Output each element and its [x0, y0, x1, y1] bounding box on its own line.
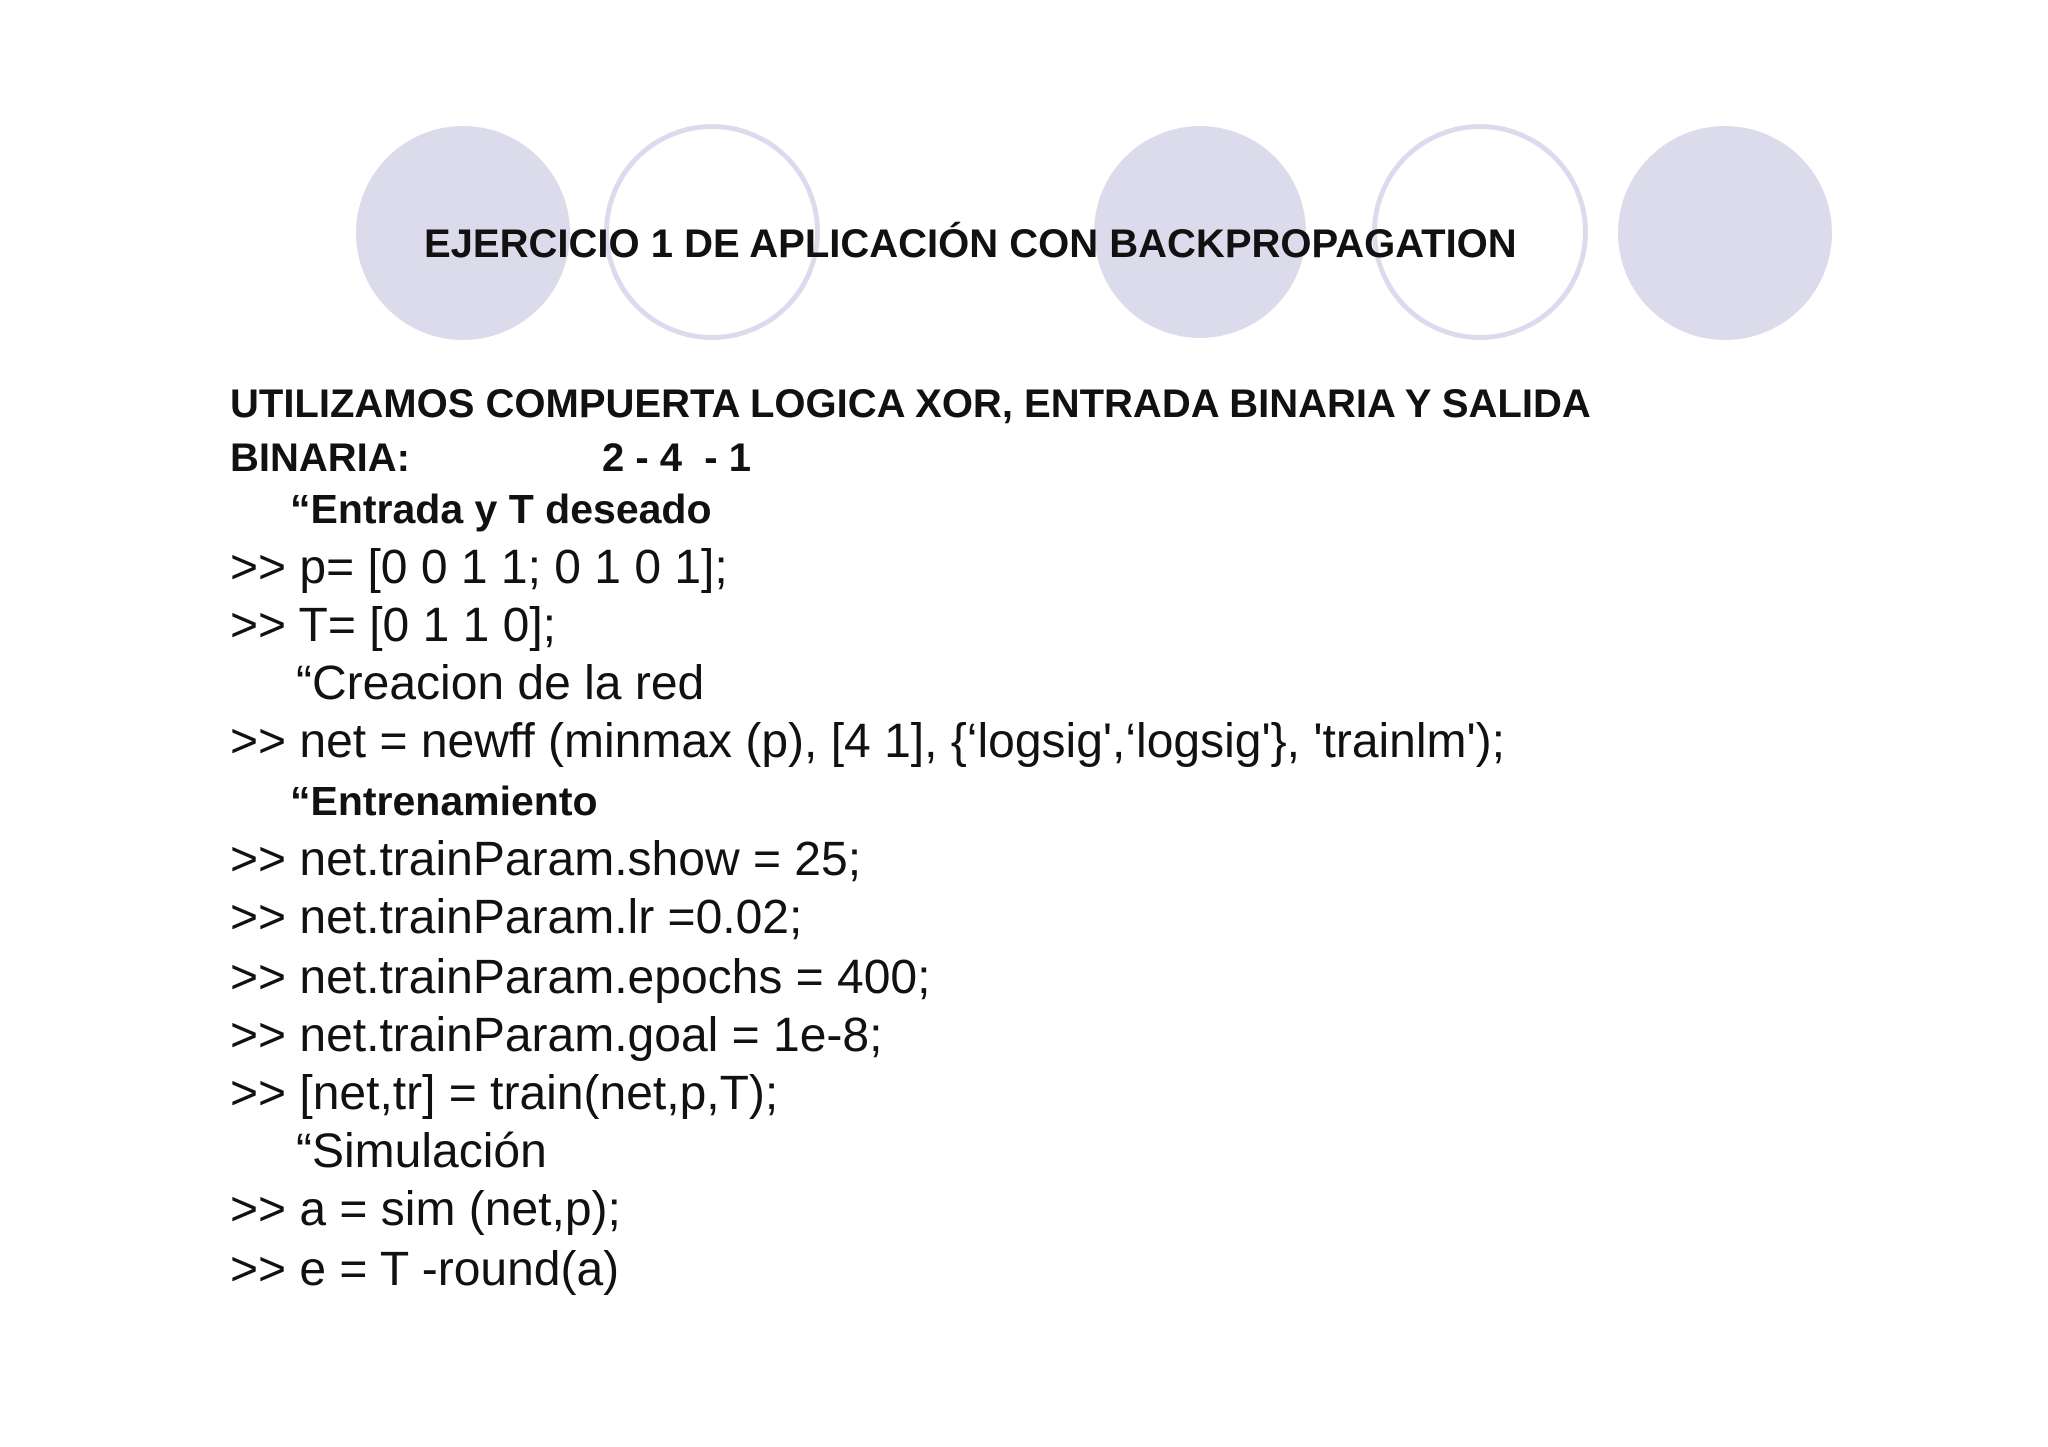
decorative-circle-filled: [1618, 126, 1832, 340]
code-line: >> T= [0 1 1 0];: [230, 599, 557, 652]
comment-simulacion: “Simulación: [296, 1125, 547, 1178]
slide-title: EJERCICIO 1 DE APLICACIÓN CON BACKPROPAGATION: [424, 222, 1517, 266]
code-line: >> [net,tr] = train(net,p,T);: [230, 1067, 779, 1120]
comment-entrada: “Entrada y T deseado: [290, 486, 712, 532]
code-line: >> net.trainParam.goal = 1e-8;: [230, 1009, 883, 1062]
architecture-value: 2 - 4 - 1: [602, 436, 751, 480]
code-line: >> a = sim (net,p);: [230, 1183, 621, 1236]
code-line: >> net.trainParam.epochs = 400;: [230, 951, 931, 1004]
header-line-2: [230, 436, 751, 481]
code-line: >> net.trainParam.lr =0.02;: [230, 891, 803, 944]
comment-creacion: “Creacion de la red: [296, 657, 705, 710]
code-line: >> net = newff (minmax (p), [4 1], {‘logsig',‘logsig'}, 'trainlm');: [230, 715, 1505, 768]
header-label: BINARIA:: [230, 436, 410, 480]
code-line: >> e = T -round(a): [230, 1243, 620, 1296]
code-line: >> net.trainParam.show = 25;: [230, 833, 862, 886]
code-line: >> p= [0 0 1 1; 0 1 0 1];: [230, 541, 728, 594]
comment-entrenamiento: “Entrenamiento: [290, 778, 598, 824]
header-line-1: UTILIZAMOS COMPUERTA LOGICA XOR, ENTRADA BINARIA Y SALIDA: [230, 382, 1591, 426]
